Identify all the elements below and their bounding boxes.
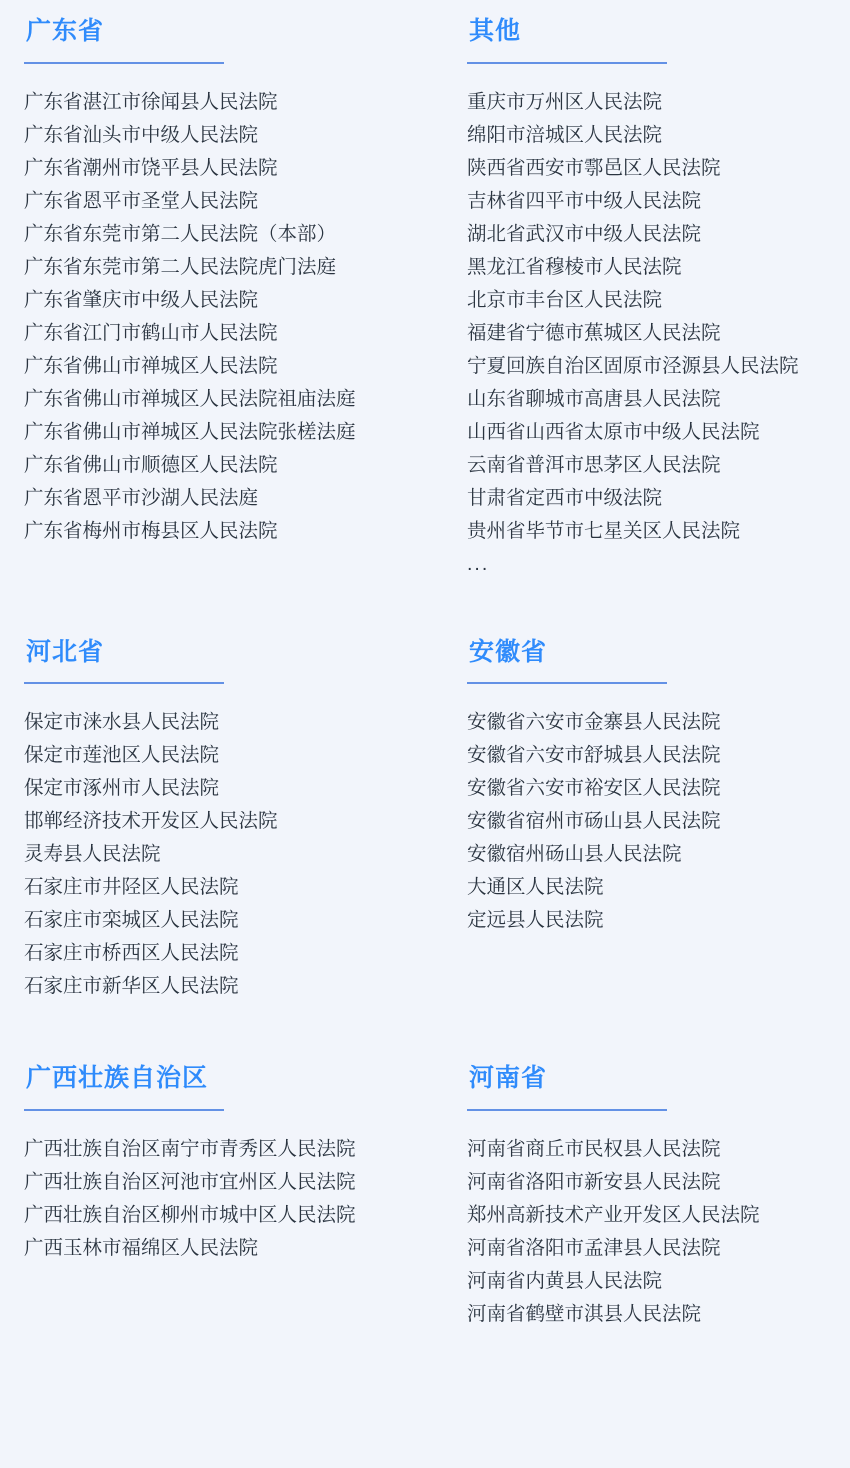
section-guangdong xyxy=(24,18,449,621)
list-item: 河南省洛阳市孟津县人民法院 xyxy=(467,1236,721,1259)
title-divider xyxy=(24,682,224,684)
list-item: 绵阳市涪城区人民法院 xyxy=(467,123,663,146)
title-divider xyxy=(24,1109,224,1111)
list-item: 广东省佛山市顺德区人民法院 xyxy=(24,453,278,476)
section-row-3 xyxy=(24,1051,826,1357)
list-item: 郑州高新技术产业开发区人民法院 xyxy=(467,1203,760,1226)
list-item: 安徽省宿州市砀山县人民法院 xyxy=(467,810,721,832)
list-item: 保定市莲池区人民法院 xyxy=(24,744,220,766)
list-item: 广东省潮州市饶平县人民法院 xyxy=(24,156,278,179)
list-item-ellipsis: ... xyxy=(467,552,490,575)
list-item: 广东省佛山市禅城区人民法院张槎法庭 xyxy=(24,420,356,443)
list-item: 灵寿县人民法院 xyxy=(24,843,161,865)
list-item: 河南省内黄县人民法院 xyxy=(467,1269,663,1292)
list-item: 安徽省六安市金寨县人民法院 xyxy=(467,711,721,733)
list-item: 安徽省六安市裕安区人民法院 xyxy=(467,777,721,799)
list-item: 宁夏回族自治区固原市泾源县人民法院 xyxy=(467,354,799,377)
court-list xyxy=(467,1133,849,1331)
list-item: 邯郸经济技术开发区人民法院 xyxy=(24,810,278,832)
list-item: 保定市涞水县人民法院 xyxy=(24,711,220,733)
list-item: 福建省宁德市蕉城区人民法院 xyxy=(467,321,721,344)
list-item: 贵州省毕节市七星关区人民法院 xyxy=(467,519,741,542)
list-item: 广东省肇庆市中级人民法院 xyxy=(24,288,259,311)
list-item: 广东省恩平市圣堂人民法院 xyxy=(24,189,259,212)
list-item: 山东省聊城市高唐县人民法院 xyxy=(467,387,721,410)
section-title: 河北省 xyxy=(26,637,105,666)
section-anhui xyxy=(449,621,849,1052)
title-divider xyxy=(467,682,667,684)
title-divider xyxy=(467,62,667,64)
list-item: 安徽宿州砀山县人民法院 xyxy=(467,843,682,865)
section-title: 广西壮族自治区 xyxy=(26,1064,209,1092)
list-item: 大通区人民法院 xyxy=(467,876,604,898)
list-item: 广东省佛山市禅城区人民法院 xyxy=(24,354,278,377)
section-other xyxy=(449,18,849,621)
list-item: 广东省佛山市禅城区人民法院祖庙法庭 xyxy=(24,387,356,410)
list-item: 吉林省四平市中级人民法院 xyxy=(467,189,702,212)
section-title: 其他 xyxy=(469,17,522,45)
list-item: 广东省汕头市中级人民法院 xyxy=(24,123,259,146)
list-item: 石家庄市井陉区人民法院 xyxy=(24,876,239,898)
court-list xyxy=(24,1133,449,1265)
list-item: 甘肃省定西市中级法院 xyxy=(467,486,663,509)
list-item: 河南省商丘市民权县人民法院 xyxy=(467,1137,721,1160)
list-item: 山西省山西省太原市中级人民法院 xyxy=(467,420,760,443)
list-item: 广西壮族自治区河池市宜州区人民法院 xyxy=(24,1170,356,1193)
list-item: 广西玉林市福绵区人民法院 xyxy=(24,1236,259,1259)
list-item: 北京市丰台区人民法院 xyxy=(467,288,663,311)
court-list xyxy=(24,86,449,548)
section-title: 安徽省 xyxy=(469,637,548,666)
list-item: 湖北省武汉市中级人民法院 xyxy=(467,222,702,245)
list-item: 重庆市万州区人民法院 xyxy=(467,90,663,113)
section-guangxi xyxy=(24,1051,449,1357)
list-item: 石家庄市桥西区人民法院 xyxy=(24,942,239,964)
list-item: 石家庄市新华区人民法院 xyxy=(24,975,239,997)
list-item: 陕西省西安市鄠邑区人民法院 xyxy=(467,156,721,179)
section-row-1 xyxy=(24,18,826,621)
list-item: 广西壮族自治区南宁市青秀区人民法院 xyxy=(24,1137,356,1160)
list-item: 广东省东莞市第二人民法院（本部） xyxy=(24,222,337,245)
list-item: 广东省东莞市第二人民法院虎门法庭 xyxy=(24,255,337,278)
section-title: 河南省 xyxy=(469,1064,548,1092)
title-divider xyxy=(467,1109,667,1111)
section-hebei xyxy=(24,621,449,1052)
list-item: 河南省鹤壁市淇县人民法院 xyxy=(467,1302,702,1325)
list-item: 云南省普洱市思茅区人民法院 xyxy=(467,453,721,476)
court-list xyxy=(24,706,449,1003)
list-item: 广东省湛江市徐闻县人民法院 xyxy=(24,90,278,113)
title-divider xyxy=(24,62,224,64)
list-item: 广东省江门市鹤山市人民法院 xyxy=(24,321,278,344)
section-henan xyxy=(449,1051,849,1357)
court-list xyxy=(467,86,849,581)
list-item: 定远县人民法院 xyxy=(467,909,604,931)
list-item: 广东省梅州市梅县区人民法院 xyxy=(24,519,278,542)
court-list xyxy=(467,706,849,937)
section-row-2 xyxy=(24,621,826,1052)
list-item: 广西壮族自治区柳州市城中区人民法院 xyxy=(24,1203,356,1226)
list-item: 广东省恩平市沙湖人民法庭 xyxy=(24,486,259,509)
list-item: 安徽省六安市舒城县人民法院 xyxy=(467,744,721,766)
section-title: 广东省 xyxy=(26,17,105,45)
list-item: 石家庄市栾城区人民法院 xyxy=(24,909,239,931)
list-item: 保定市涿州市人民法院 xyxy=(24,777,220,799)
list-item: 河南省洛阳市新安县人民法院 xyxy=(467,1170,721,1193)
list-item: 黑龙江省穆棱市人民法院 xyxy=(467,255,682,278)
